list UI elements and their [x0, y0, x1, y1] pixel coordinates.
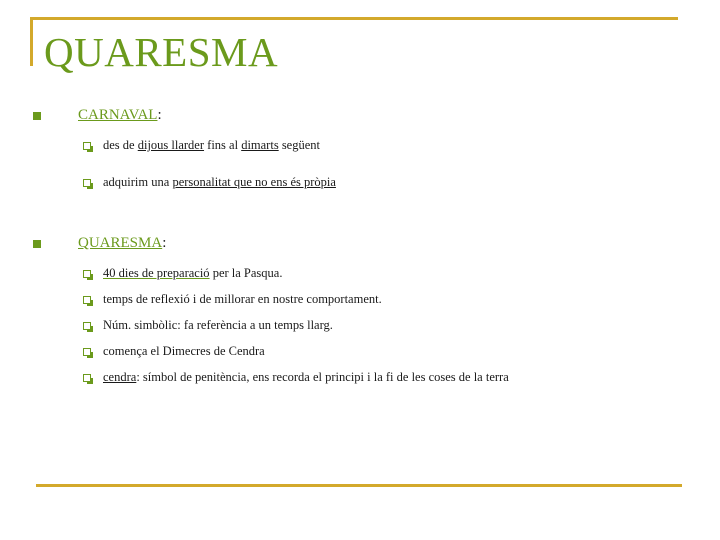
section-heading-quaresma	[78, 235, 166, 252]
list-item: 40 dies de preparació per la Pasqua.	[103, 266, 283, 280]
hollow-square-bullet-icon	[83, 296, 91, 304]
heading-text: CARNAVAL	[78, 107, 158, 123]
list-item: adquirim una personalitat que no ens és pròpia	[103, 175, 336, 189]
frame-bottom-rule	[36, 484, 682, 487]
hollow-square-bullet-icon	[83, 348, 91, 356]
section-heading-carnaval	[78, 107, 162, 124]
heading-text: QUARESMA	[78, 235, 163, 251]
hollow-square-bullet-icon	[83, 374, 91, 382]
hollow-square-bullet-icon	[83, 142, 91, 150]
frame-top-rule	[30, 17, 678, 20]
hollow-square-bullet-icon	[83, 179, 91, 187]
square-bullet-icon	[33, 112, 41, 120]
list-item: cendra: símbol de penitència, ens recorda el principi i la fi de les coses de la terra	[103, 370, 509, 384]
hollow-square-bullet-icon	[83, 270, 91, 278]
heading-suffix: :	[157, 107, 162, 123]
list-item: des de dijous llarder fins al dimarts següent	[103, 138, 320, 152]
list-item: temps de reflexió i de millorar en nostre comportament.	[103, 292, 382, 306]
square-bullet-icon	[33, 240, 41, 248]
hollow-square-bullet-icon	[83, 322, 91, 330]
list-item: comença el Dimecres de Cendra	[103, 344, 265, 358]
heading-suffix: :	[162, 235, 167, 251]
list-item: Núm. simbòlic: fa referència a un temps llarg.	[103, 318, 333, 332]
slide-title: QUARESMA	[44, 29, 279, 75]
frame-left-rule	[30, 17, 33, 66]
